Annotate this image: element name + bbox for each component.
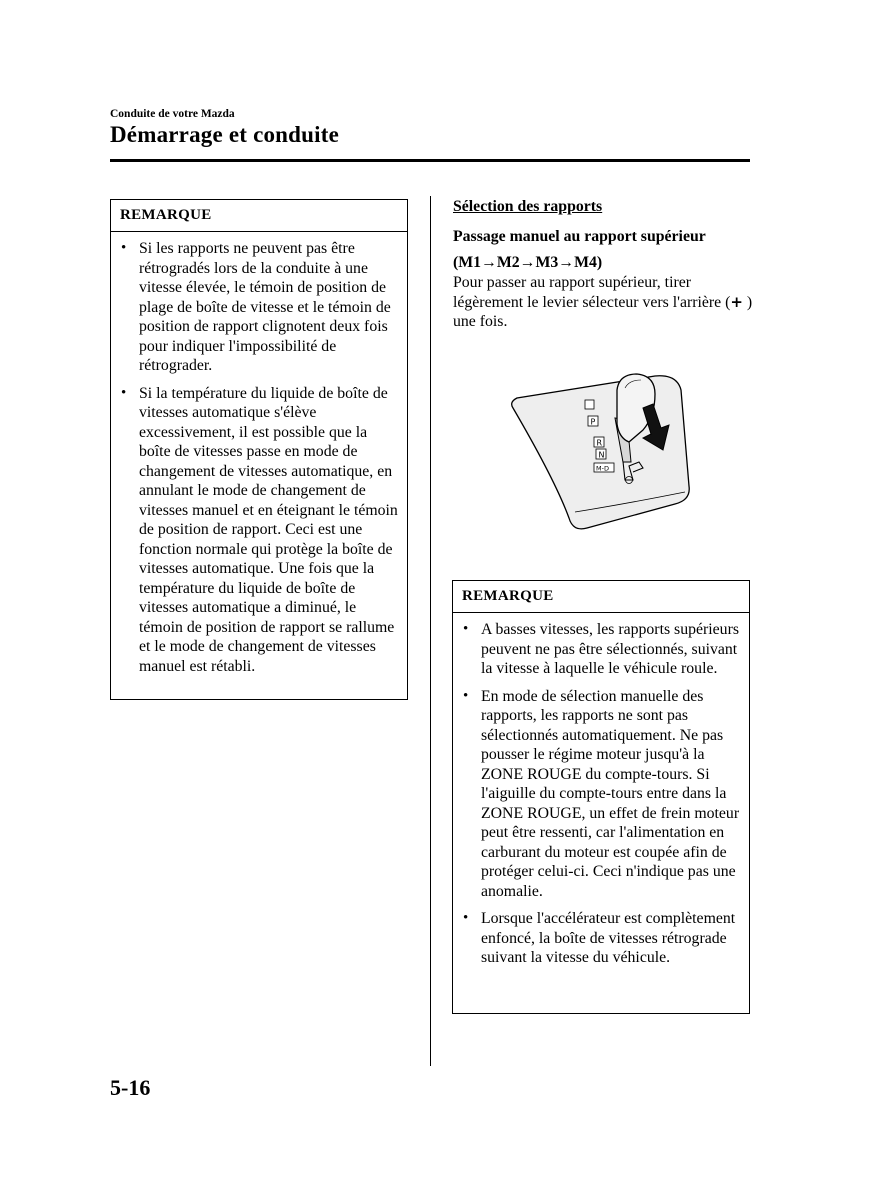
note-box-right	[452, 580, 750, 1014]
gear-sequence: (M1→M2→M3→M4)	[453, 254, 603, 271]
section-label: Conduite de votre Mazda	[110, 108, 235, 120]
note-heading: REMARQUE	[453, 581, 749, 613]
paragraph-text: Pour passer au rapport supérieur, tirer légèrement le levier sélecteur vers l'arrière (	[453, 274, 731, 311]
note-box-left	[110, 199, 408, 700]
gate-label: M-D	[596, 464, 609, 473]
instruction-paragraph	[453, 273, 753, 332]
gear-shifter-illustration	[505, 368, 695, 533]
shifter-svg	[505, 368, 695, 533]
page-number: 5-16	[110, 1075, 151, 1100]
plus-icon: +	[730, 292, 743, 311]
note-list	[453, 613, 749, 974]
note-item: • Lorsque l'accélérateur est complètement enfoncé, la boîte de vitesses rétrograde suivant la vitesse du véhicule.	[481, 909, 741, 968]
bold-heading: Passage manuel au rapport supérieur	[453, 228, 706, 245]
note-list	[111, 232, 407, 682]
title-rule	[110, 159, 750, 162]
page-title: Démarrage et conduite	[110, 122, 340, 147]
note-item: • En mode de sélection manuelle des rapports, les rapports ne sont pas sélectionnés automatiquement. Ne pas pousser le régime moteur jusqu'à la ZONE ROUGE du compte-tours. Si l'aiguille du compte-tours entre dans la ZONE ROUGE, un effet de frein moteur peut être ressenti, car l'alimentation en carburant du moteur est coupée afin de protéger celui-ci. Ceci n'indique pas une anomalie.	[481, 687, 741, 902]
column-divider	[430, 196, 431, 1066]
gate-label: P	[590, 417, 596, 427]
note-heading: REMARQUE	[111, 200, 407, 232]
paragraph-text: ) une fois.	[453, 293, 753, 330]
subheading: Sélection des rapports	[453, 198, 603, 215]
note-item: • Si les rapports ne peuvent pas être rétrogradés lors de la conduite à une vitesse élevée, le témoin de position de plage de boîte de vitesse et le témoin de position de rapport clignotent deux fois pour indiquer l'impossibilité de rétrograder.	[139, 239, 399, 376]
gate-label: R	[596, 438, 603, 448]
note-item: • Si la température du liquide de boîte de vitesses automatique s'élève excessivement, il est possible que la boîte de vitesses passe en mode de changement de vitesses automatique, en annulant le mode de changement de vitesses manuel et en éteignant le témoin de position de rapport. Ceci est une fonction normale qui protège la boîte de vitesses automatique. Une fois que la température du liquide de boîte de vitesses automatique a diminué, le témoin de position de rapport se rallume et le mode de changement de vitesses manuel est rétabli.	[139, 384, 399, 677]
gate-box	[585, 400, 594, 409]
gate-label: N	[598, 450, 605, 460]
note-item: • A basses vitesses, les rapports supérieurs peuvent ne pas être sélectionnés, suivant la vitesse à laquelle le véhicule roule.	[481, 620, 741, 679]
